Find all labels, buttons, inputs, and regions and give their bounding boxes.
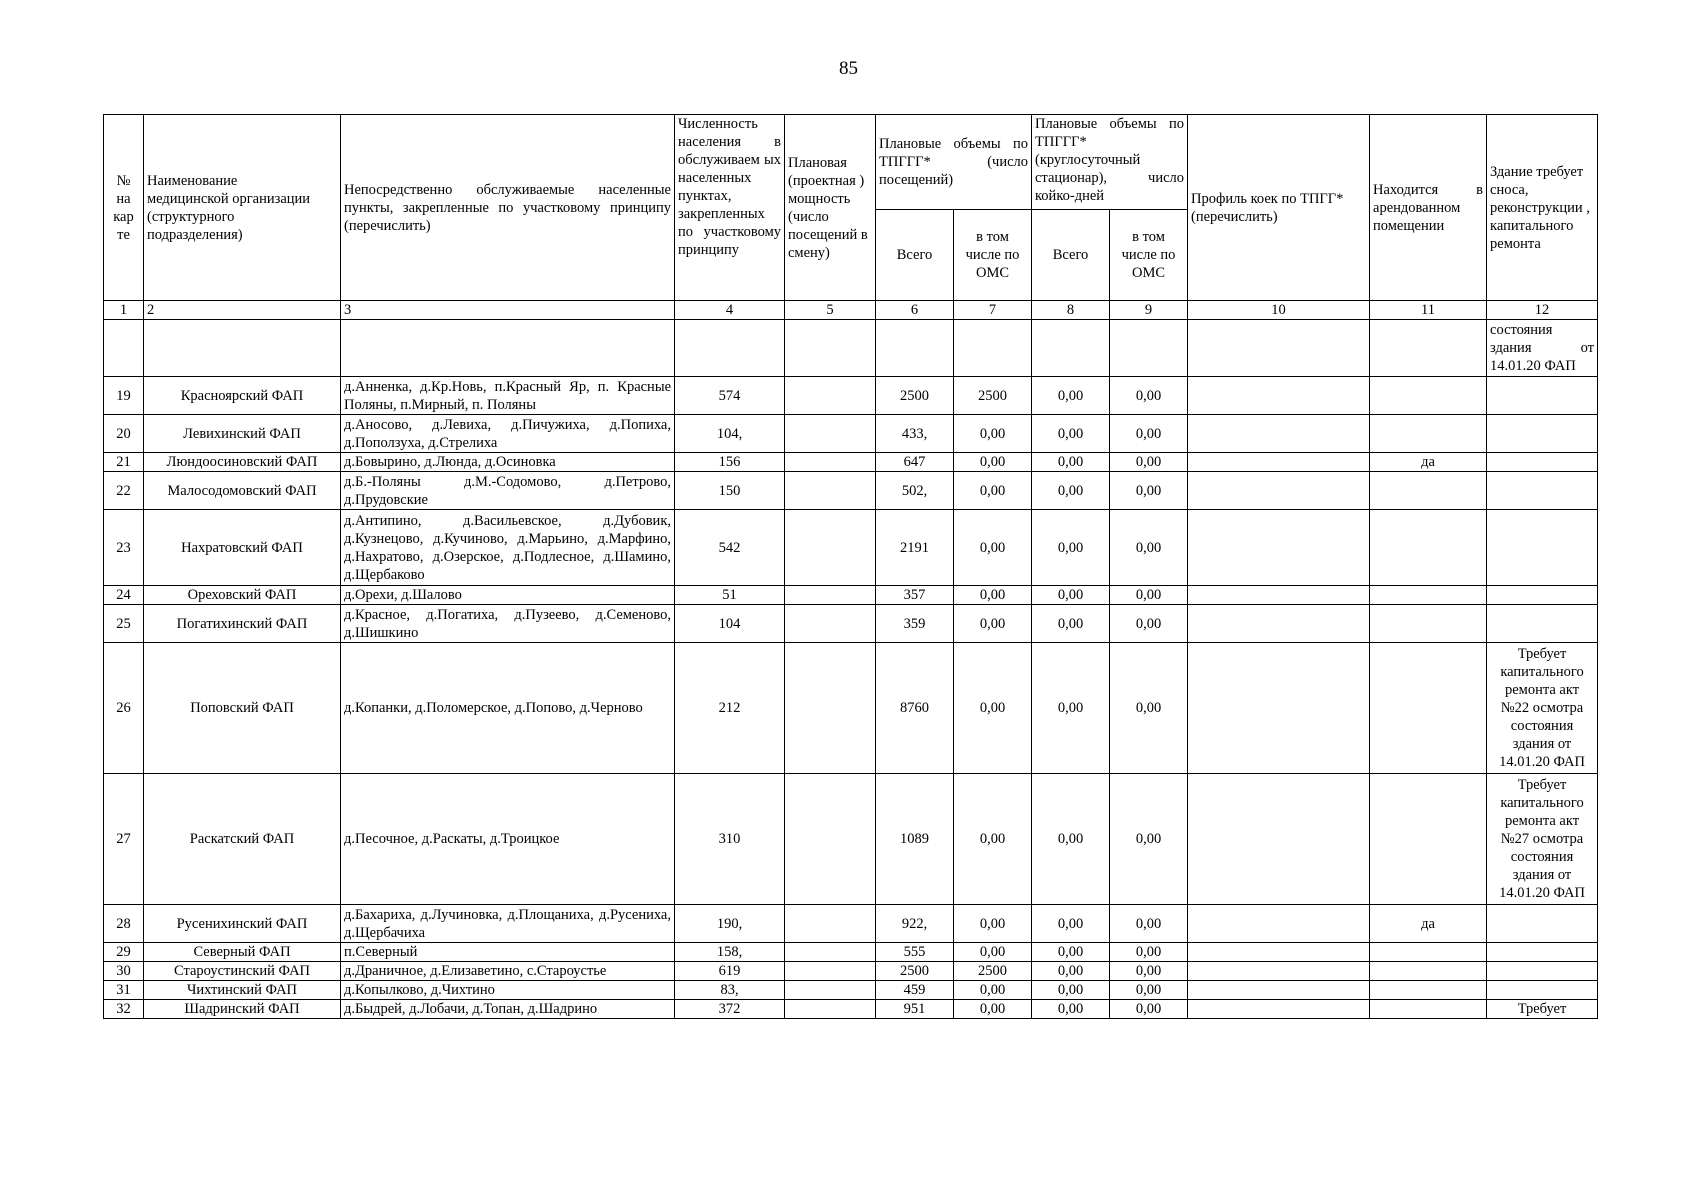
- row-number: 32: [104, 1000, 144, 1019]
- row-number: 28: [104, 905, 144, 943]
- organization-name: Шадринский ФАП: [144, 1000, 341, 1019]
- beds-total: 0,00: [1032, 905, 1110, 943]
- population: 158,: [675, 943, 785, 962]
- bed-profile: [1188, 377, 1370, 415]
- capacity: [785, 605, 876, 643]
- visits-total: 459: [876, 981, 954, 1000]
- organization-name: Ореховский ФАП: [144, 586, 341, 605]
- organization-name: Чихтинский ФАП: [144, 981, 341, 1000]
- header-beds: Плановые объемы по ТПГГГ* (круглосуточный стационар), число койко-дней: [1032, 115, 1188, 210]
- row-number: 21: [104, 453, 144, 472]
- bed-profile: [1188, 605, 1370, 643]
- beds-oms: 0,00: [1110, 905, 1188, 943]
- header-bed-profile: Профиль коек по ТПГГ* (перечислить): [1188, 115, 1370, 301]
- col-number: 8: [1032, 301, 1110, 320]
- visits-oms: 0,00: [954, 605, 1032, 643]
- col-number: 11: [1370, 301, 1487, 320]
- visits-oms: 0,00: [954, 586, 1032, 605]
- bed-profile: [1188, 943, 1370, 962]
- table-row: [104, 510, 1598, 586]
- building-status: Требует: [1487, 1000, 1598, 1019]
- rented-flag: [1370, 586, 1487, 605]
- building-status: [1487, 943, 1598, 962]
- served-places: д.Анненка, д.Кр.Новь, п.Красный Яр, п. Красные Поляны, п.Мирный, п. Поляны: [341, 377, 675, 415]
- beds-oms: 0,00: [1110, 1000, 1188, 1019]
- bed-profile: [1188, 643, 1370, 774]
- beds-oms: 0,00: [1110, 453, 1188, 472]
- rented-flag: [1370, 774, 1487, 905]
- visits-total: 951: [876, 1000, 954, 1019]
- row-number: 30: [104, 962, 144, 981]
- beds-oms: 0,00: [1110, 415, 1188, 453]
- col-number: 12: [1487, 301, 1598, 320]
- row-number: 31: [104, 981, 144, 1000]
- served-places: д.Быдрей, д.Лобачи, д.Топан, д.Шадрино: [341, 1000, 675, 1019]
- capacity: [785, 415, 876, 453]
- beds-total: 0,00: [1032, 605, 1110, 643]
- building-status: Требует капитального ремонта акт №22 осмотра состояния здания от 14.01.20 ФАП: [1487, 643, 1598, 774]
- header-visits: Плановые объемы по ТПГГГ* (число посещений): [876, 115, 1032, 210]
- building-status: [1487, 905, 1598, 943]
- table-row: [104, 643, 1598, 774]
- building-note: состояния здания от 14.01.20 ФАП: [1487, 320, 1598, 377]
- beds-oms: 0,00: [1110, 377, 1188, 415]
- building-status: [1487, 981, 1598, 1000]
- row-number: 27: [104, 774, 144, 905]
- visits-total: 357: [876, 586, 954, 605]
- capacity: [785, 905, 876, 943]
- bed-profile: [1188, 1000, 1370, 1019]
- population: 51: [675, 586, 785, 605]
- table-row: [104, 377, 1598, 415]
- served-places: д.Аносово, д.Левиха, д.Пичужиха, д.Попиха, д.Поползуха, д.Стрелиха: [341, 415, 675, 453]
- served-places: д.Антипино, д.Васильевское, д.Дубовик, д.Кузнецово, д.Кучиново, д.Марьино, д.Марфино, д.Нахратово, д.Озерское, д.Подлесное, д.Шамино, д.Щербаково: [341, 510, 675, 586]
- organization-name: Поповский ФАП: [144, 643, 341, 774]
- visits-total: 433,: [876, 415, 954, 453]
- visits-oms: 0,00: [954, 415, 1032, 453]
- rented-flag: [1370, 943, 1487, 962]
- bed-profile: [1188, 586, 1370, 605]
- header-beds-oms: в том числе по ОМС: [1110, 210, 1188, 301]
- rented-flag: [1370, 643, 1487, 774]
- building-status: [1487, 510, 1598, 586]
- beds-total: 0,00: [1032, 943, 1110, 962]
- organization-name: Малосодомовский ФАП: [144, 472, 341, 510]
- population: 542: [675, 510, 785, 586]
- beds-oms: 0,00: [1110, 981, 1188, 1000]
- rented-flag: [1370, 605, 1487, 643]
- page-number: 85: [839, 58, 858, 79]
- capacity: [785, 1000, 876, 1019]
- population: 372: [675, 1000, 785, 1019]
- visits-oms: 2500: [954, 962, 1032, 981]
- population: 104,: [675, 415, 785, 453]
- population: 83,: [675, 981, 785, 1000]
- visits-oms: 0,00: [954, 472, 1032, 510]
- visits-oms: 0,00: [954, 1000, 1032, 1019]
- col-number: 9: [1110, 301, 1188, 320]
- beds-total: 0,00: [1032, 643, 1110, 774]
- beds-oms: 0,00: [1110, 774, 1188, 905]
- organization-name: Нахратовский ФАП: [144, 510, 341, 586]
- header-population: Численность населения в обслуживаем ых населенных пунктах, закрепленных по участковому принципу: [675, 115, 785, 301]
- col-number: 5: [785, 301, 876, 320]
- table-row: [104, 586, 1598, 605]
- population: 212: [675, 643, 785, 774]
- beds-total: 0,00: [1032, 472, 1110, 510]
- served-places: д.Копылково, д.Чихтино: [341, 981, 675, 1000]
- capacity: [785, 643, 876, 774]
- table-row: [104, 472, 1598, 510]
- row-number: 26: [104, 643, 144, 774]
- beds-oms: 0,00: [1110, 510, 1188, 586]
- table-row: [104, 605, 1598, 643]
- header-capacity: Плановая (проектная ) мощность (число посещений в смену): [785, 115, 876, 301]
- bed-profile: [1188, 415, 1370, 453]
- visits-total: 647: [876, 453, 954, 472]
- col-number: 7: [954, 301, 1032, 320]
- visits-total: 359: [876, 605, 954, 643]
- bed-profile: [1188, 510, 1370, 586]
- visits-oms: 0,00: [954, 774, 1032, 905]
- served-places: д.Орехи, д.Шалово: [341, 586, 675, 605]
- visits-oms: 0,00: [954, 643, 1032, 774]
- beds-total: 0,00: [1032, 510, 1110, 586]
- table-row: [104, 415, 1598, 453]
- header-places: Непосредственно обслуживаемые населенные пункты, закрепленные по участковому принципу (перечислить): [341, 115, 675, 301]
- col-number: 1: [104, 301, 144, 320]
- visits-oms: 0,00: [954, 510, 1032, 586]
- capacity: [785, 472, 876, 510]
- bed-profile: [1188, 981, 1370, 1000]
- population: 104: [675, 605, 785, 643]
- table-row: [104, 905, 1598, 943]
- rented-flag: да: [1370, 453, 1487, 472]
- rented-flag: [1370, 415, 1487, 453]
- rented-flag: [1370, 377, 1487, 415]
- building-status: [1487, 586, 1598, 605]
- beds-oms: 0,00: [1110, 643, 1188, 774]
- organization-name: Староустинский ФАП: [144, 962, 341, 981]
- population: 156: [675, 453, 785, 472]
- col-number: 10: [1188, 301, 1370, 320]
- header-rented: Находится в арендованном помещении: [1370, 115, 1487, 301]
- beds-total: 0,00: [1032, 981, 1110, 1000]
- bed-profile: [1188, 905, 1370, 943]
- visits-total: 8760: [876, 643, 954, 774]
- building-status: [1487, 453, 1598, 472]
- served-places: д.Бахариха, д.Лучиновка, д.Площаниха, д.Русениха, д.Щербачиха: [341, 905, 675, 943]
- beds-total: 0,00: [1032, 415, 1110, 453]
- row-number: 24: [104, 586, 144, 605]
- header-beds-total: Всего: [1032, 210, 1110, 301]
- organization-name: Раскатский ФАП: [144, 774, 341, 905]
- visits-oms: 2500: [954, 377, 1032, 415]
- beds-total: 0,00: [1032, 774, 1110, 905]
- visits-total: 2500: [876, 962, 954, 981]
- bed-profile: [1188, 962, 1370, 981]
- row-number: 22: [104, 472, 144, 510]
- organization-name: Люндоосиновский ФАП: [144, 453, 341, 472]
- visits-oms: 0,00: [954, 905, 1032, 943]
- population: 150: [675, 472, 785, 510]
- rented-flag: [1370, 472, 1487, 510]
- col-number: 2: [144, 301, 341, 320]
- building-status: Требует капитального ремонта акт №27 осмотра состояния здания от 14.01.20 ФАП: [1487, 774, 1598, 905]
- population: 190,: [675, 905, 785, 943]
- header-map-number: № на кар те: [104, 115, 144, 301]
- building-status: [1487, 605, 1598, 643]
- table-row: [104, 981, 1598, 1000]
- table-row: [104, 962, 1598, 981]
- capacity: [785, 774, 876, 905]
- table-row: [104, 943, 1598, 962]
- col-number: 3: [341, 301, 675, 320]
- served-places: д.Бовырино, д.Люнда, д.Осиновка: [341, 453, 675, 472]
- visits-total: 502,: [876, 472, 954, 510]
- visits-total: 555: [876, 943, 954, 962]
- served-places: д.Драничное, д.Елизаветино, с.Староустье: [341, 962, 675, 981]
- capacity: [785, 377, 876, 415]
- organization-name: Левихинский ФАП: [144, 415, 341, 453]
- visits-total: 2191: [876, 510, 954, 586]
- table-row: [104, 774, 1598, 905]
- beds-total: 0,00: [1032, 453, 1110, 472]
- row-number: 29: [104, 943, 144, 962]
- rented-flag: да: [1370, 905, 1487, 943]
- population: 574: [675, 377, 785, 415]
- row-number: 20: [104, 415, 144, 453]
- rented-flag: [1370, 981, 1487, 1000]
- beds-oms: 0,00: [1110, 962, 1188, 981]
- bed-profile: [1188, 472, 1370, 510]
- visits-total: 2500: [876, 377, 954, 415]
- capacity: [785, 943, 876, 962]
- row-number: 23: [104, 510, 144, 586]
- beds-oms: 0,00: [1110, 586, 1188, 605]
- capacity: [785, 510, 876, 586]
- capacity: [785, 586, 876, 605]
- organization-name: Красноярский ФАП: [144, 377, 341, 415]
- building-status: [1487, 962, 1598, 981]
- served-places: д.Б.-Поляны д.М.-Содомово, д.Петрово, д.Прудовские: [341, 472, 675, 510]
- header-visits-total: Всего: [876, 210, 954, 301]
- fap-table: [103, 114, 1598, 1019]
- beds-total: 0,00: [1032, 962, 1110, 981]
- served-places: п.Северный: [341, 943, 675, 962]
- building-status: [1487, 415, 1598, 453]
- beds-oms: 0,00: [1110, 943, 1188, 962]
- bed-profile: [1188, 453, 1370, 472]
- column-numbers-row: [104, 301, 1598, 320]
- served-places: д.Копанки, д.Поломерское, д.Попово, д.Черново: [341, 643, 675, 774]
- building-status: [1487, 472, 1598, 510]
- capacity: [785, 981, 876, 1000]
- table-body: [104, 320, 1598, 1019]
- visits-oms: 0,00: [954, 453, 1032, 472]
- building-status: [1487, 377, 1598, 415]
- visits-total: 922,: [876, 905, 954, 943]
- beds-total: 0,00: [1032, 377, 1110, 415]
- continuation-row: [104, 320, 1598, 377]
- beds-oms: 0,00: [1110, 605, 1188, 643]
- served-places: д.Песочное, д.Раскаты, д.Троицкое: [341, 774, 675, 905]
- population: 310: [675, 774, 785, 905]
- header-organization: Наименование медицинской организации (структурного подразделения): [144, 115, 341, 301]
- served-places: д.Красное, д.Погатиха, д.Пузеево, д.Семеново, д.Шишкино: [341, 605, 675, 643]
- bed-profile: [1188, 774, 1370, 905]
- organization-name: Погатихинский ФАП: [144, 605, 341, 643]
- beds-oms: 0,00: [1110, 472, 1188, 510]
- capacity: [785, 962, 876, 981]
- organization-name: Русенихинский ФАП: [144, 905, 341, 943]
- header-visits-oms: в том числе по ОМС: [954, 210, 1032, 301]
- row-number: 25: [104, 605, 144, 643]
- row-number: 19: [104, 377, 144, 415]
- col-number: 4: [675, 301, 785, 320]
- visits-total: 1089: [876, 774, 954, 905]
- table-row: [104, 1000, 1598, 1019]
- rented-flag: [1370, 962, 1487, 981]
- beds-total: 0,00: [1032, 1000, 1110, 1019]
- visits-oms: 0,00: [954, 943, 1032, 962]
- rented-flag: [1370, 1000, 1487, 1019]
- beds-total: 0,00: [1032, 586, 1110, 605]
- col-number: 6: [876, 301, 954, 320]
- visits-oms: 0,00: [954, 981, 1032, 1000]
- population: 619: [675, 962, 785, 981]
- capacity: [785, 453, 876, 472]
- rented-flag: [1370, 510, 1487, 586]
- organization-name: Северный ФАП: [144, 943, 341, 962]
- table-row: [104, 453, 1598, 472]
- header-building: Здание требует сноса, реконструкции , капитального ремонта: [1487, 115, 1598, 301]
